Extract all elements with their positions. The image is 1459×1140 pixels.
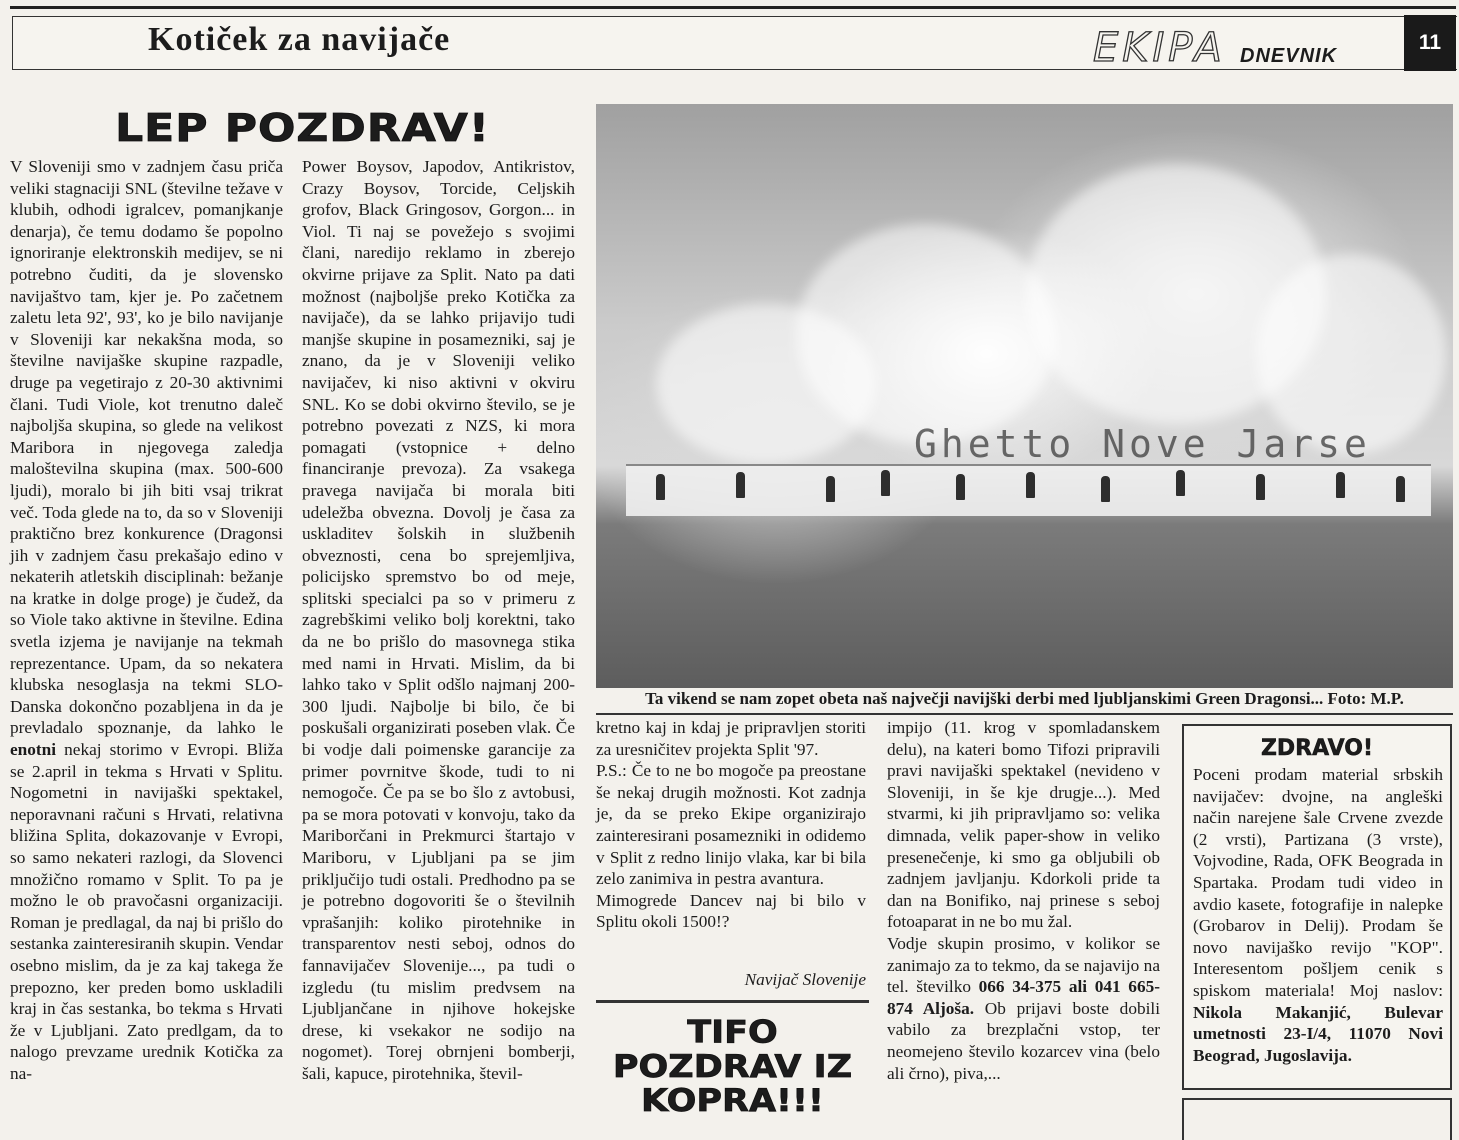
ekipa-logo: EKIPA [1093,25,1226,71]
column3-end: Mimogrede Dancev naj bi bilo v Splitu okoli 1500!? [596,890,866,932]
tifo-text: impijo (11. krog v spomladanskem delu), na kateri bomo Tifozi pripravili pravi navijaški spektakel (nevideno v Sloveniji, in še kje drugje...). Med stvarmi, ki jih pripravljamo so: velika dimnada, velik paper-show in veliko presenečenje, ki smo ga obljubili ob zadnjem javljanju. Kdorkoli pride ta dan na Bonifiko, naj prinese s seboj fotoaparat in ne bo mu žal. [887,718,1160,932]
column3-ps: P.S.: Če to ne bo mogoče pa preostane še nekaj drugih možnosti. Kot zadnja je, da se preko Ekipe organizirajo zainteresirani posamezniki in odidemo v Split z redno linijo vlaka, kar bi bila zelo zanimiva in pestra avantura. [596,761,866,889]
column1-bold: enotni [10,740,57,760]
ad-text [1193,764,1443,1066]
fan-figure [656,474,665,500]
tifo-phone: 066 34-375 ali 041 665-874 Aljoša. [887,977,1160,1018]
fan-figure [736,472,745,498]
fan-figure [1176,470,1185,496]
logo-subtitle: DNEVNIK [1240,45,1338,67]
tifo-headline: TIFO POZDRAV IZ KOPRA!!! [612,1014,853,1120]
stadium-photo [596,104,1453,688]
fan-figure [1336,472,1345,498]
section-divider [596,1000,869,1003]
article-headline: LEP POZDRAV! [115,106,490,151]
fan-figure [1026,472,1035,498]
top-rule [10,6,1456,9]
article-signature: Navijač Slovenije [744,970,866,989]
next-box-edge [1182,1098,1452,1140]
ad-title: ZDRAVO! [1260,736,1374,761]
column1-cont: nekaj storimo v Evropi. Bliža se 2.april in tekma s Hrvati v Splitu. Nogometni in navijaški spektakel, neporavnani računi s Hrvati, relativna bližina Splita, dokazovanje v Evropi, so samo nekateri razlogi, da Slovenci množično romamo v Split. To pa je možno le ob pravočasni organizaciji. Roman je predlagal, da naj bi prišlo do sestanka zainteresiranih skupin. Vendar osebno mislim, da je za kaj takega že prepozno, ker preden bomo uskladili kraj in čas sestanka, bo tekma s Hrvati že v Ljubljani. Zato predlgam, da to nalogo prevzame urednik Kotička za na- [10,740,283,1083]
article-column-2: Power Boysov, Japodov, Antikristov, Crazy Boysov, Torcide, Celjskih grofov, Black Gringosov, Gorgon... in Viol. Ti naj se povežejo s svojimi člani, naredijo reklamo in zberejo okvirne prijave za Split. Nato pa dati možnost (najboljše preko Kotička za navijače), da se lahko prijavijo tudi manjše skupine in posamezniki, saj je znano, da je v Sloveniji veliko navijačev, ki niso aktivni v okviru SNL. Ko se dobi okvirno število, se je potrebno povezati z NZS, ki mora pomagati (vstopnice + delno financiranje prevoza). Za vsakega pravega navijača bi morala biti udeležba obvezna. Dovolj je časa za uskladitev šolskih in službenih obveznosti, cena bo sprejemljiva, policijsko spremstvo bo od meje, splitski specialci pa so v primeru z zagrebškimi veliko bolj korektni, tako da ne bo prišlo do masovnega stika med nami in Hrvati. Mislim, da bi lahko tako v Split odšlo najmanj 200-300 ljudi. Najbolje bi bilo, če bi poskušali organizirati poseben vlak. Če bi vodje dali poimenske garancije za primer povrnitve škode, tudi to ni nemogoče. Če pa se bo šlo z avtobusi, pa se mora potovati v konvoju, tako da Mariborčani in Prekmurci štartajo v Mariboru, v Ljubljani pa se jim priključijo tudi ostali. Predhodno pa se je potrebno dogovoriti še o številnih vprašanjih: koliko pirotehnike in transparentov nesti seboj, odnos do fannavijačev Slovenije..., pa tudi o izgledu (tu mislim predvsem na Ljubljančane in njihove hokejske drese, ki vsekakor ne sodijo na nogomet). Torej obrnjeni bomberji, šali, kapuce, pirotehnika, števil- [302,157,575,1083]
article-column-1 [10,156,283,1085]
fan-figure [1396,476,1405,502]
classified-ad-box [1182,724,1452,1090]
tifo-text-2: Vodje skupin prosimo, v kolikor se zanimajo za to tekmo, da se najavijo na tel. številko [887,933,1160,997]
tifo-text-3: Ob prijavi boste dobili vabilo za brezplačni vstop, ter neomejeno število kozarcev vina (belo ali črno), piva,... [887,998,1161,1083]
column1-text: V Sloveniji smo v zadnjem času priča veliki stagnaciji SNL (številne težave v klubih, odhodi igralcev, pomanjkanje denarja), če temu dodamo še popolno ignoriranje elektronskih medijev, se ni potrebno čuditi, da je slovensko navijaštvo tam, kjer je. Po začetnem zaletu leta 92', 93', ko je bilo navijanje v Sloveniji kar nekakšna moda, so številne navijaške skupine razpadle, druge pa vegetirajo z 20-30 aktivnimi člani. Tudi Viole, kot trenutno daleč najboljša skupina, so glede na velikost Maribora in njegovega zaledja maloštevilna skupina (max. 500-600 ljudi), moralo bi jih biti vsaj trikrat več. Toda glede na to, da so v Sloveniji praktično brez konkurence (Dragonsi jih v zadnjem času prekašajo edino v nekaterih atletskih disciplinah: bežanje na kratke in dolge proge) je čudež, da so Viole tako aktivne in številne. Edina svetla izjema je navijanje na tekmah reprezentance. Upam, da so nekatera klubska nesoglasja na tekmi SLO-Danska dokončno pozabljena in da je prevladalo spoznanje, da lahko le [10,157,283,738]
fan-figure [881,470,890,496]
ad-address: Nikola Makanjić, Bulevar umetnosti 23-I/4, 11070 Novi Beograd, Jugoslavija. [1193,1002,1443,1065]
column3-text: kretno kaj in kdaj je pripravljen storiti za uresničitev projekta Split '97. [596,718,866,759]
fan-figure [826,476,835,502]
page-header [12,16,1457,70]
tifo-column [887,717,1160,1084]
banner-text: Ghetto Nove Jarse [914,422,1371,466]
page-number: 11 [1404,15,1456,71]
ad-body: Poceni prodam material srbskih navijačev: dvojne, na angleški način narejene šale Crvene zvezde (2 vrsti), Partizana (3 vrste), Vojvodine, Rada, OFK Beograda in Spartaka. Prodam tudi video in avdio kasete, fotografije in nalepke (Grobarov in Delij). Prodam še novo navijaško revijo "KOP". Interesentom pošljem cenik s spiskom materiala! Moj naslov: [1193,765,1443,1000]
fan-figure [1256,474,1265,500]
article-column-3 [596,717,866,933]
tifo-contact [887,933,1160,1084]
section-title: Kotiček za navijače [148,21,451,58]
fan-figure [956,474,965,500]
photo-caption: Ta vikend se nam zopet obeta naš največji navijški derbi med ljubljanskimi Green Dragonsi... Foto: M.P. [596,688,1453,715]
smoke-cloud [656,304,876,464]
fan-figure [1101,476,1110,502]
